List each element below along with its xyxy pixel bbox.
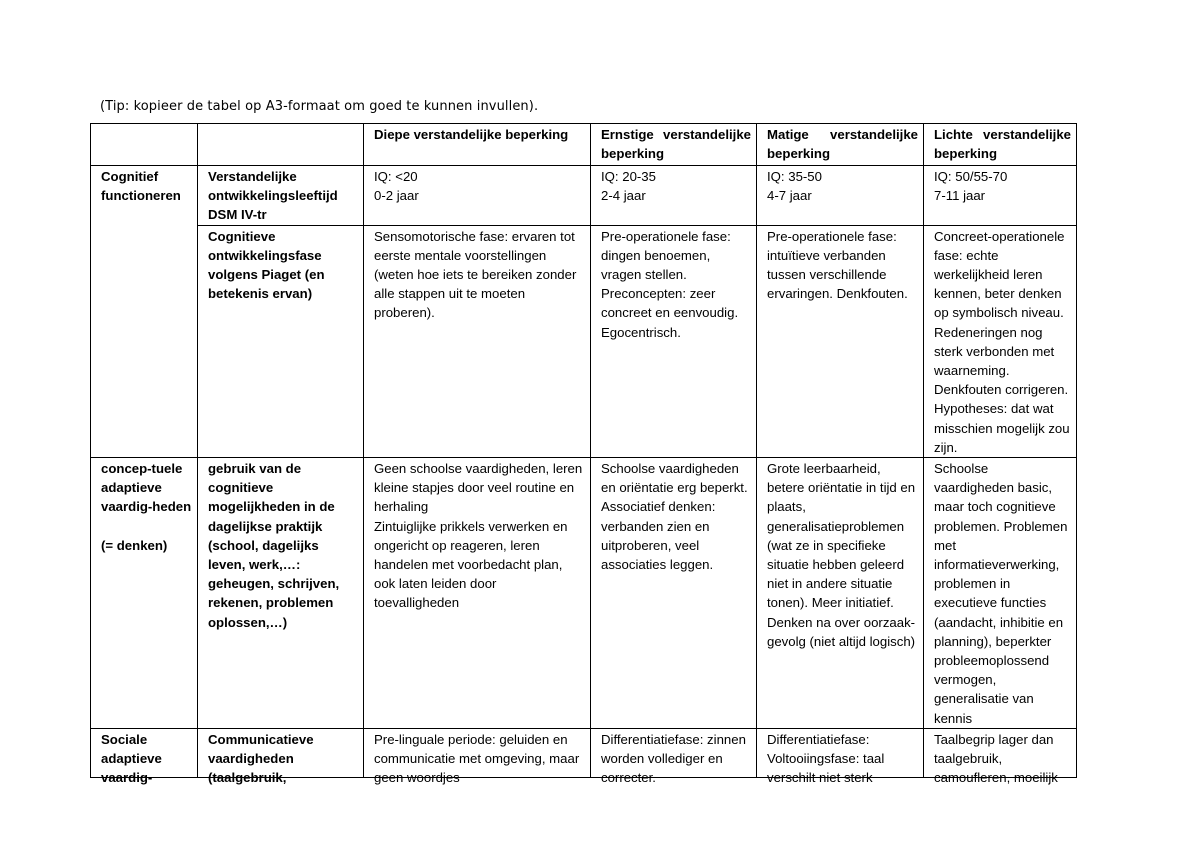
row-label-sociale-text: Sociale adaptieve vaardig- <box>101 731 162 786</box>
age-value: 2-4 jaar <box>601 188 646 204</box>
cell-ernstige-sociaal <box>591 728 757 786</box>
paragraph: Geen schoolse vaardigheden, leren kleine stapjes door veel routine en herhaling <box>374 461 583 515</box>
header-lichte-line2: beperking <box>934 146 998 162</box>
header-matige-line2: beperking <box>767 146 831 162</box>
table-row <box>91 728 1077 777</box>
table-header-row <box>91 124 1077 166</box>
header-ernstige <box>591 124 757 166</box>
cell-matige-sociaal <box>757 728 924 786</box>
cell-diepe-iq <box>364 166 591 226</box>
row-sublabel-ontwikkelingsleeftijd: Verstandelijke ontwikkelingsleeftijd DSM IV-tr <box>198 166 364 226</box>
cell-lichte-sociaal <box>924 728 1077 786</box>
table-row <box>91 225 1077 457</box>
cell-matige-piaget: Pre-operationele fase: intuïtieve verbanden tussen verschillende ervaringen. Denkfouten. <box>757 225 924 457</box>
row-label-conceptuele-text: concep-tuele adaptieve vaardig-heden <box>101 461 192 515</box>
iq-value: IQ: 35-50 <box>767 169 822 184</box>
cell-ernstige-iq <box>591 166 757 226</box>
cell-ernstige-piaget: Pre-operationele fase: dingen benoemen, vragen stellen. Preconcepten: zeer concreet en eenvoudig. Egocentrisch. <box>591 225 757 457</box>
cell-diepe-piaget: Sensomotorische fase: ervaren tot eerste mentale voorstellingen (weten hoe iets te bereiken zonder alle stappen uit te moeten proberen). <box>364 225 591 457</box>
row-sublabel-communicatieve-text: Communicatieve vaardigheden (taalgebruik, <box>208 731 314 786</box>
header-cell-empty-1 <box>91 124 198 166</box>
header-matige <box>757 124 924 166</box>
header-matige-line1: Matige verstandelijke <box>767 127 918 142</box>
cell-ernstige-sociaal-text: Differentiatiefase: zinnen worden vollediger en correcter. <box>601 731 746 786</box>
spacer <box>101 517 192 536</box>
age-value: 0-2 jaar <box>374 188 419 204</box>
header-diepe: Diepe verstandelijke beperking <box>364 124 591 166</box>
table-row <box>91 458 1077 729</box>
row-sublabel-communicatieve <box>198 728 364 786</box>
iq-value: IQ: <20 <box>374 169 418 184</box>
cell-diepe-sociaal <box>364 728 591 786</box>
cell-matige-sociaal-text: Differentiatiefase: Voltooiingsfase: taal verschilt niet sterk <box>767 731 885 786</box>
paragraph: Zintuiglijke prikkels verwerken en ongericht op reageren, leren handelen met voorbedacht plan, ook laten leiden door toevalligheden <box>374 518 568 611</box>
table-row <box>91 166 1077 226</box>
iq-value: IQ: 20-35 <box>601 169 656 184</box>
iq-value: IQ: 50/55-70 <box>934 169 1008 184</box>
tip-text: (Tip: kopieer de tabel op A3-formaat om goed te kunnen invullen). <box>100 99 539 114</box>
cell-ernstige-conceptueel: Schoolse vaardigheden en oriëntatie erg beperkt. Associatief denken: verbanden zien en uitproberen, veel associaties leggen. <box>591 458 757 729</box>
cell-lichte-sociaal-text: Taalbegrip lager dan taalgebruik, camoufleren, moeilijk <box>934 731 1058 786</box>
disability-comparison-table <box>90 123 1077 786</box>
cell-lichte-piaget: Concreet-operationele fase: echte werkelijkheid leren kennen, beter denken op symbolisch niveau. Redeneringen nog sterk verbonden met waarneming. Denkfouten corrigeren. Hypotheses: dat wat misschien mogelijk zou zijn. <box>924 225 1077 457</box>
row-label-denken: (= denken) <box>101 537 168 553</box>
row-label-cognitief: Cognitief functioneren <box>91 166 198 458</box>
header-lichte-line1: Lichte verstandelijke <box>934 127 1071 142</box>
cell-matige-conceptueel: Grote leerbaarheid, betere oriëntatie in tijd en plaats, generalisatieproblemen (wat ze in specifieke situatie hebben geleerd niet in andere situatie tonen). Meer initiatief. Denken na over oorzaak-gevolg (niet altijd logisch) <box>757 458 924 729</box>
age-value: 7-11 jaar <box>934 188 986 204</box>
age-value: 4-7 jaar <box>767 188 812 204</box>
header-ernstige-line1: Ernstige verstandelijke <box>601 127 751 142</box>
cell-diepe-conceptueel <box>364 458 591 729</box>
row-sublabel-cognitieve-mogelijkheden: gebruik van de cognitieve mogelijkheden in de dagelijkse praktijk (school, dagelijks leven, werk,…: geheugen, schrijven, rekenen, problemen oplossen,…) <box>198 458 364 729</box>
row-label-sociale <box>91 728 198 786</box>
cell-matige-iq <box>757 166 924 226</box>
cell-lichte-conceptueel: Schoolse vaardigheden basic, maar toch cognitieve problemen. Problemen met informatieverwerking, problemen in executieve functies (aandacht, inhibitie en planning), beperkter probleemoplossend vermogen, generalisatie van kennis <box>924 458 1077 729</box>
cell-diepe-sociaal-text: Pre-linguale periode: geluiden en communicatie met omgeving, maar geen woordjes <box>374 731 580 786</box>
header-ernstige-line2: beperking <box>601 146 665 162</box>
cell-lichte-iq <box>924 166 1077 226</box>
row-sublabel-piaget: Cognitieve ontwikkelingsfase volgens Piaget (en betekenis ervan) <box>198 225 364 457</box>
header-lichte <box>924 124 1077 166</box>
header-cell-empty-2 <box>198 124 364 166</box>
row-label-conceptuele <box>91 458 198 729</box>
